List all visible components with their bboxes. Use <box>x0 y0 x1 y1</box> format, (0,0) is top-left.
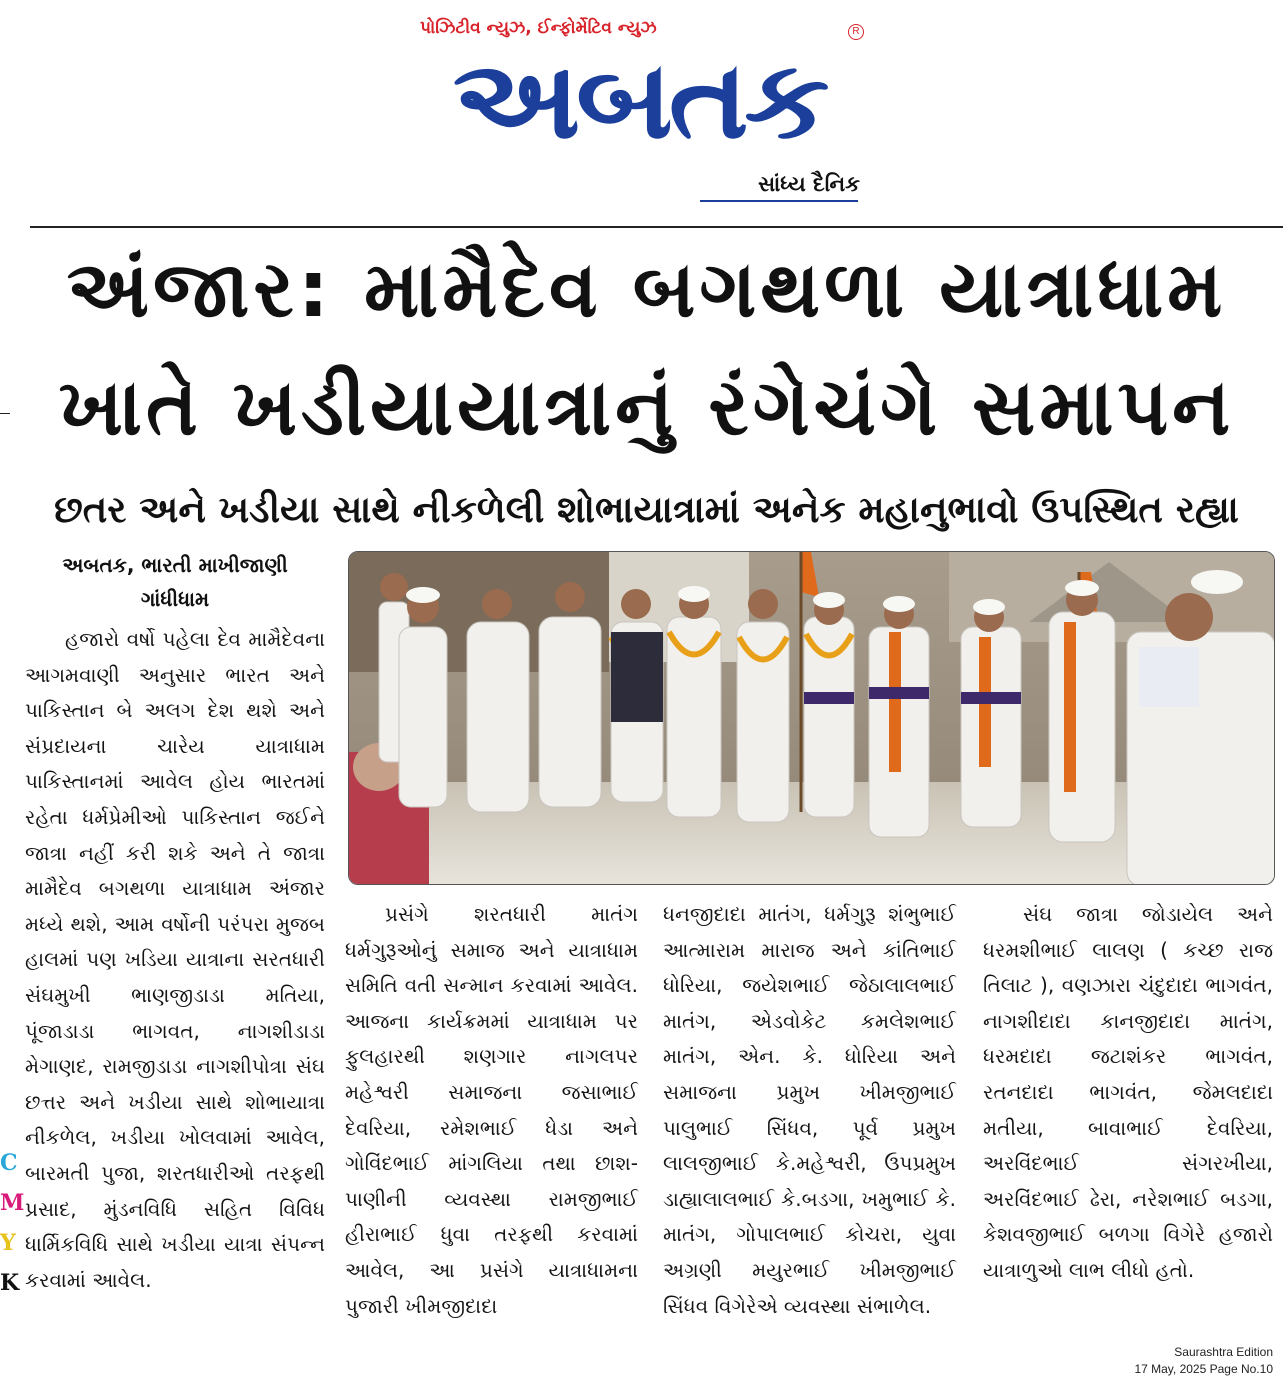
column-3-text: ધનજીદાદા માતંગ, ધર્મગુરૂ શંભુભાઈ આત્મારામ મારાજ અને કાંતિભાઈ ધોરિયા, જયેશભાઈ જેઠાલાલભાઈ માતંગ, એડવોકેટ કમલેશભાઈ માતંગ, એન. કે. ધોરિયા અને સમાજના પ્રમુખ ખીમજીભાઈ પાલુભાઈ સિંધવ, પૂર્વ પ્રમુખ લાલજીભાઈ કે.મહેશ્વરી, ઉપપ્રમુખ ડાહ્યાલાલભાઈ કે.બડગા, ખમુભાઈ કે. માતંગ, ગોપાલભાઈ કોચરા, યુવા અગ્રણી મયુરભાઈ ખીમજીભાઈ સિંધવ વિગેરેએ વ્યવસ્થા સંભાળેલ. <box>663 902 956 1318</box>
newspaper-logo <box>418 38 860 164</box>
masthead-tagline: પોઝિટીવ ન્યુઝ, ઈન્ફોર્મેટિવ ન્યુઝ <box>420 18 657 38</box>
margin-tick <box>0 413 10 414</box>
byline: અબતક, ભારતી માખીજાણી <box>62 553 288 577</box>
edge-letter-cyan: C <box>0 1150 18 1176</box>
edge-letter-black: K <box>0 1270 20 1296</box>
article-column-3 <box>663 897 956 1324</box>
newspaper-name: અબતક <box>452 38 826 163</box>
column-1-text: હજારો વર્ષો પહેલા દેવ મામૈદેવના આગમવાણી અનુસાર ભારત અને પાકિસ્તાન બે અલગ દેશ થશે અને સંપ્રદાયના ચારેય યાત્રાધામ પાકિસ્તાનમાં આવેલ હોય ભારતમાં રહેતા ધર્મપ્રેમીઓ પાકિસ્તાન જઈને જાત્રા નહીં કરી શકે અને તે જાત્રા મામૈદેવ બગથળા યાત્રાધામ અંજાર મધ્યે થશે, આમ વર્ષોની પરંપરા મુજબ હાલમાં પણ ખડિયા યાત્રાના સરતધારી સંઘમુખી ભાણજીડાડા મતિયા, પૂંજાડાડા ભાગવત, નાગશીડાડા મેગાણદ, રામજીડાડા નાગશીપોત્રા સંઘ છત્તર અને ખડીયા સાથે શોભાયાત્રા નીકળેલ, ખડીયા ખોલવામાં આવેલ, બારમતી પુજા, શરતધારીઓ તરફથી પ્રસાદ, મુંડનવિધિ સહિત વિવિધ ધાર્મિકવિધિ સાથે ખડીયા યાત્રા સંપન્ન કરવામાં આવેલ. <box>25 627 325 1292</box>
subheadline: છતર અને ખડીયા સાથે નીકળેલી શોભાયાત્રામાં અનેક મહાનુભાવો ઉપસ્થિત રહ્યા <box>54 488 1239 531</box>
masthead-divider <box>30 226 1283 228</box>
edge-letter-magenta: M <box>0 1190 25 1216</box>
newspaper-subtitle: સાંધ્ય દૈનિક <box>758 172 860 196</box>
headline-line-2: ખાતે ખડીયાયાત્રાનું રંગેચંગે સમાપન <box>58 363 1235 453</box>
edition-footer <box>1013 1344 1273 1378</box>
headline-line-1: અંજાર: મામૈદેવ બગથળા યાત્રાધામ <box>66 245 1227 335</box>
article-column-2 <box>345 897 638 1324</box>
subtitle-underline <box>700 200 858 202</box>
article-column-4 <box>983 897 1273 1289</box>
news-photo <box>348 551 1275 885</box>
dateline: ગાંધીધામ <box>140 587 210 611</box>
registered-mark-icon: R <box>848 24 864 40</box>
edge-letter-yellow: Y <box>0 1230 16 1256</box>
photo-group-of-devotees <box>349 552 1275 885</box>
column-2-text: પ્રસંગે શરતધારી માતંગ ધર્મગુરૂઓનું સમાજ અને યાત્રાધામ સમિતિ વતી સન્માન કરવામાં આવેલ. આજના કાર્યક્રમમાં યાત્રાધામ પર ફુલહારથી શણગાર નાગલપર મહેશ્વરી સમાજના જસાભાઈ દેવરિયા, રમેશભાઈ ધેડા અને ગોવિંદભાઈ માંગલિયા તથા છાશ-પાણીની વ્યવસ્થા રામજીભાઈ હીરાભાઈ ધુવા તરફથી કરવામાં આવેલ, આ પ્રસંગે યાત્રાધામના પુજારી ખીમજીદાદા <box>345 902 638 1318</box>
column-4-text: સંઘ જાત્રા જોડાયેલ અને ધરમશીભાઈ લાલણ ( કચ્છ રાજ તિલાટ ), વણઝારા ચંદુદાદા ભાગવંત, નાગશીદાદા કાનજીદાદા માતંગ, ધરમદાદા જટાશંકર ભાગવંત, રતનદાદા ભાગવંત, જેમલદાદા મતીયા, બાવાભાઈ દેવરિયા, અરવિંદભાઈ સંગરખીયા, અરવિંદભાઈ ઢેરા, નરેશભાઈ બડગા, કેશવજીભાઈ બળગા વિગેરે હજારો યાત્રાળુઓ લાભ લીધો હતો. <box>983 902 1273 1282</box>
article-column-1 <box>25 622 325 1298</box>
edition-date-page: 17 May, 2025 Page No.10 <box>1134 1362 1273 1376</box>
edition-name: Saurashtra Edition <box>1174 1345 1273 1359</box>
